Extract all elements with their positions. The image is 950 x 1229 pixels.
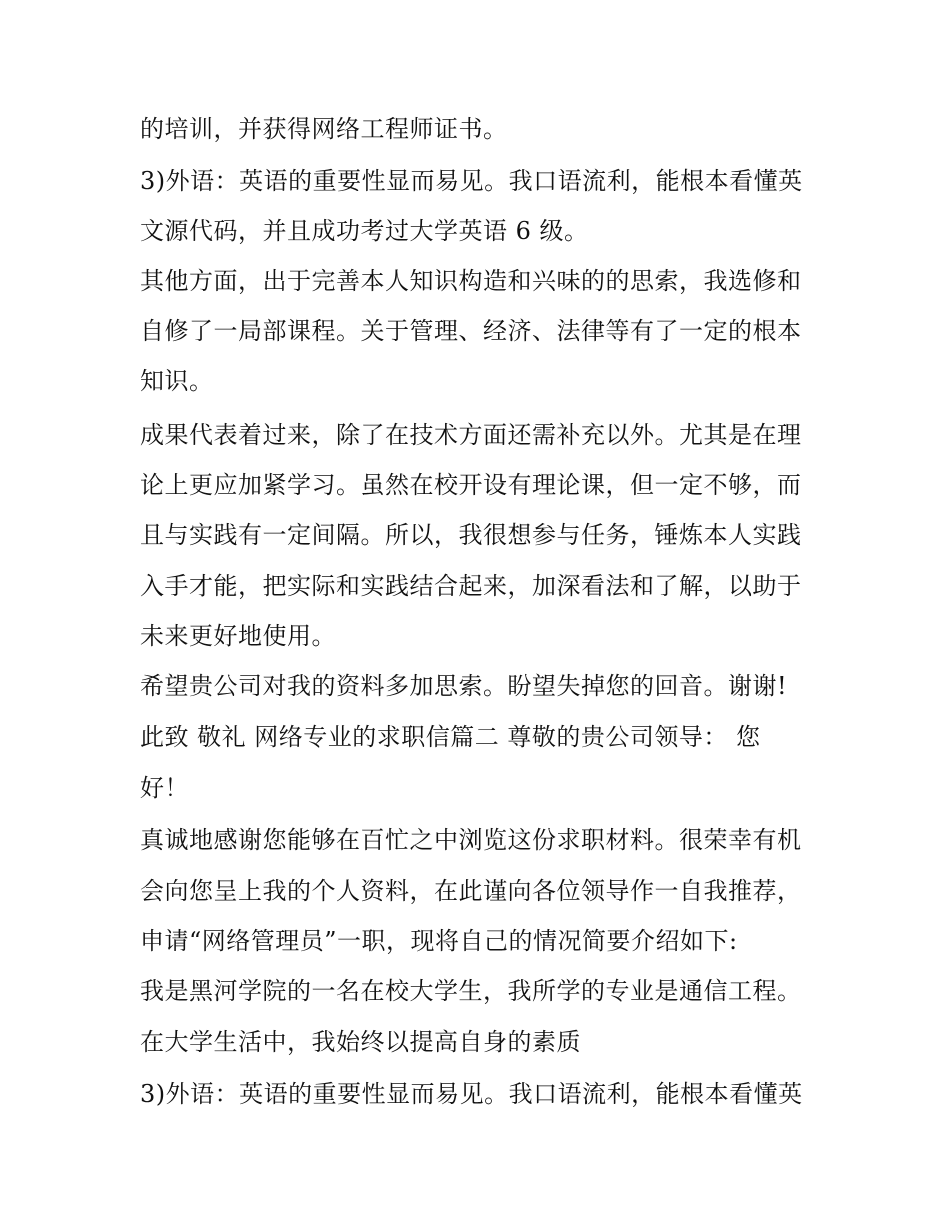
text-line: 3)外语：英语的重要性显而易见。我口语流利，能根本看懂英 — [140, 1080, 803, 1108]
text-line: 我是黑河学院的一名在校大学生，我所学的专业是通信工程。 — [140, 977, 802, 1005]
text-line: 会向您呈上我的个人资料，在此谨向各位领导作一自我推荐， — [140, 877, 802, 905]
text-line: 且与实践有一定间隔。所以，我很想参与任务，锤炼本人实践 — [140, 521, 802, 549]
text-line: 好！ — [140, 774, 189, 802]
text-line: 希望贵公司对我的资料多加思索。盼望失掉您的回音。谢谢! — [140, 672, 788, 700]
text-line: 成果代表着过来，除了在技术方面还需补充以外。尤其是在理 — [140, 421, 802, 449]
text-line: 未来更好地使用。 — [140, 622, 336, 650]
text-line: 知识。 — [140, 367, 214, 395]
text-line: 论上更应加紧学习。虽然在校开设有理论课，但一定不够，而 — [140, 471, 802, 499]
text-line: 真诚地感谢您能够在百忙之中浏览这份求职材料。很荣幸有机 — [140, 826, 802, 854]
text-line: 的培训，并获得网络工程师证书。 — [140, 115, 508, 143]
text-line: 其他方面，出于完善本人知识构造和兴味的的思索，我选修和 — [140, 267, 802, 295]
text-line: 申请“网络管理员”一职，现将自己的情况简要介绍如下: — [140, 927, 738, 955]
text-line: 此致 敬礼 网络专业的求职信篇二 尊敬的贵公司领导： 您 — [140, 723, 761, 751]
text-line: 3)外语：英语的重要性显而易见。我口语流利，能根本看懂英 — [140, 167, 803, 195]
text-line: 文源代码，并且成功考过大学英语 6 级。 — [140, 217, 589, 245]
text-line: 在大学生活中，我始终以提高自身的素质 — [140, 1028, 581, 1056]
text-line: 入手才能，把实际和实践结合起来，加深看法和了解，以助于 — [140, 572, 802, 600]
text-line: 自修了一局部课程。关于管理、经济、法律等有了一定的根本 — [140, 317, 802, 345]
